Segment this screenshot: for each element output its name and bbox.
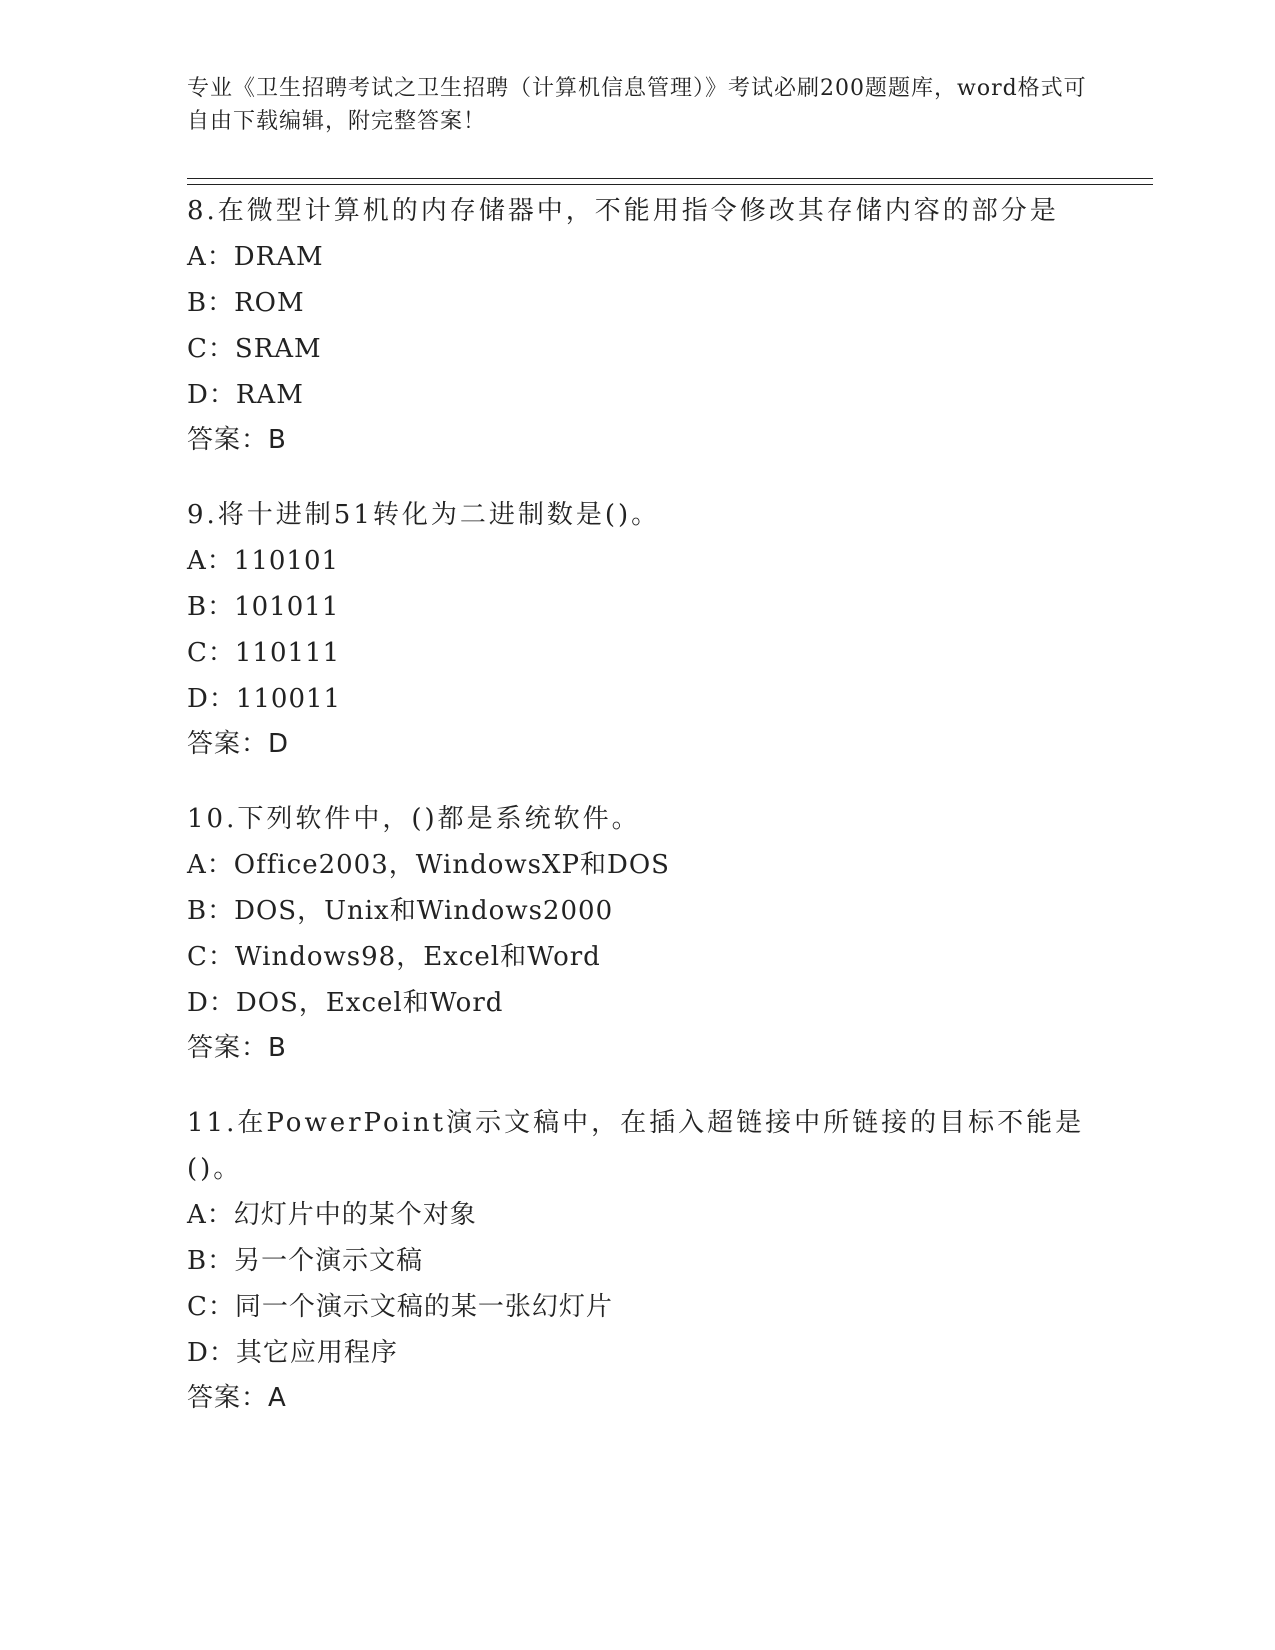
option-a: A：110101 <box>187 546 340 576</box>
question-10 <box>187 796 1087 1070</box>
option-d: D：DOS，Excel和Word <box>187 988 504 1018</box>
option-a: A：DRAM <box>187 242 324 272</box>
option-b: B：另一个演示文稿 <box>187 1246 424 1276</box>
option-d: D：RAM <box>187 380 304 410</box>
answer: 答案：A <box>187 1383 287 1413</box>
option-c: C：SRAM <box>187 334 322 364</box>
header-divider-top <box>187 178 1153 179</box>
answer: 答案：B <box>187 1033 287 1063</box>
question-text: 8.在微型计算机的内存储器中，不能用指令修改其存储内容的部分是 <box>187 196 1059 226</box>
question-text: 10.下列软件中，()都是系统软件。 <box>187 804 641 834</box>
option-a: A：幻灯片中的某个对象 <box>187 1200 477 1230</box>
option-b: B：DOS，Unix和Windows2000 <box>187 896 614 926</box>
option-d: D：其它应用程序 <box>187 1338 398 1368</box>
question-text: 11.在PowerPoint演示文稿中，在插入超链接中所链接的目标不能是()。 <box>187 1108 1085 1184</box>
option-c: C：110111 <box>187 638 341 668</box>
header-divider-bottom <box>187 184 1153 185</box>
question-text: 9.将十进制51转化为二进制数是()。 <box>187 500 661 530</box>
option-d: D：110011 <box>187 684 342 714</box>
option-c: C：同一个演示文稿的某一张幻灯片 <box>187 1292 613 1322</box>
question-11 <box>187 1100 1087 1420</box>
question-list <box>187 188 1087 1450</box>
option-b: B：ROM <box>187 288 305 318</box>
answer: 答案：B <box>187 425 287 455</box>
answer: 答案：D <box>187 729 290 759</box>
document-header: 专业《卫生招聘考试之卫生招聘（计算机信息管理）》考试必刷200题题库，word格式可自由下载编辑，附完整答案！ <box>187 76 1087 134</box>
option-c: C：Windows98，Excel和Word <box>187 942 601 972</box>
option-a: A：Office2003，WindowsXP和DOS <box>187 850 670 880</box>
question-8 <box>187 188 1087 462</box>
option-b: B：101011 <box>187 592 340 622</box>
question-9 <box>187 492 1087 766</box>
